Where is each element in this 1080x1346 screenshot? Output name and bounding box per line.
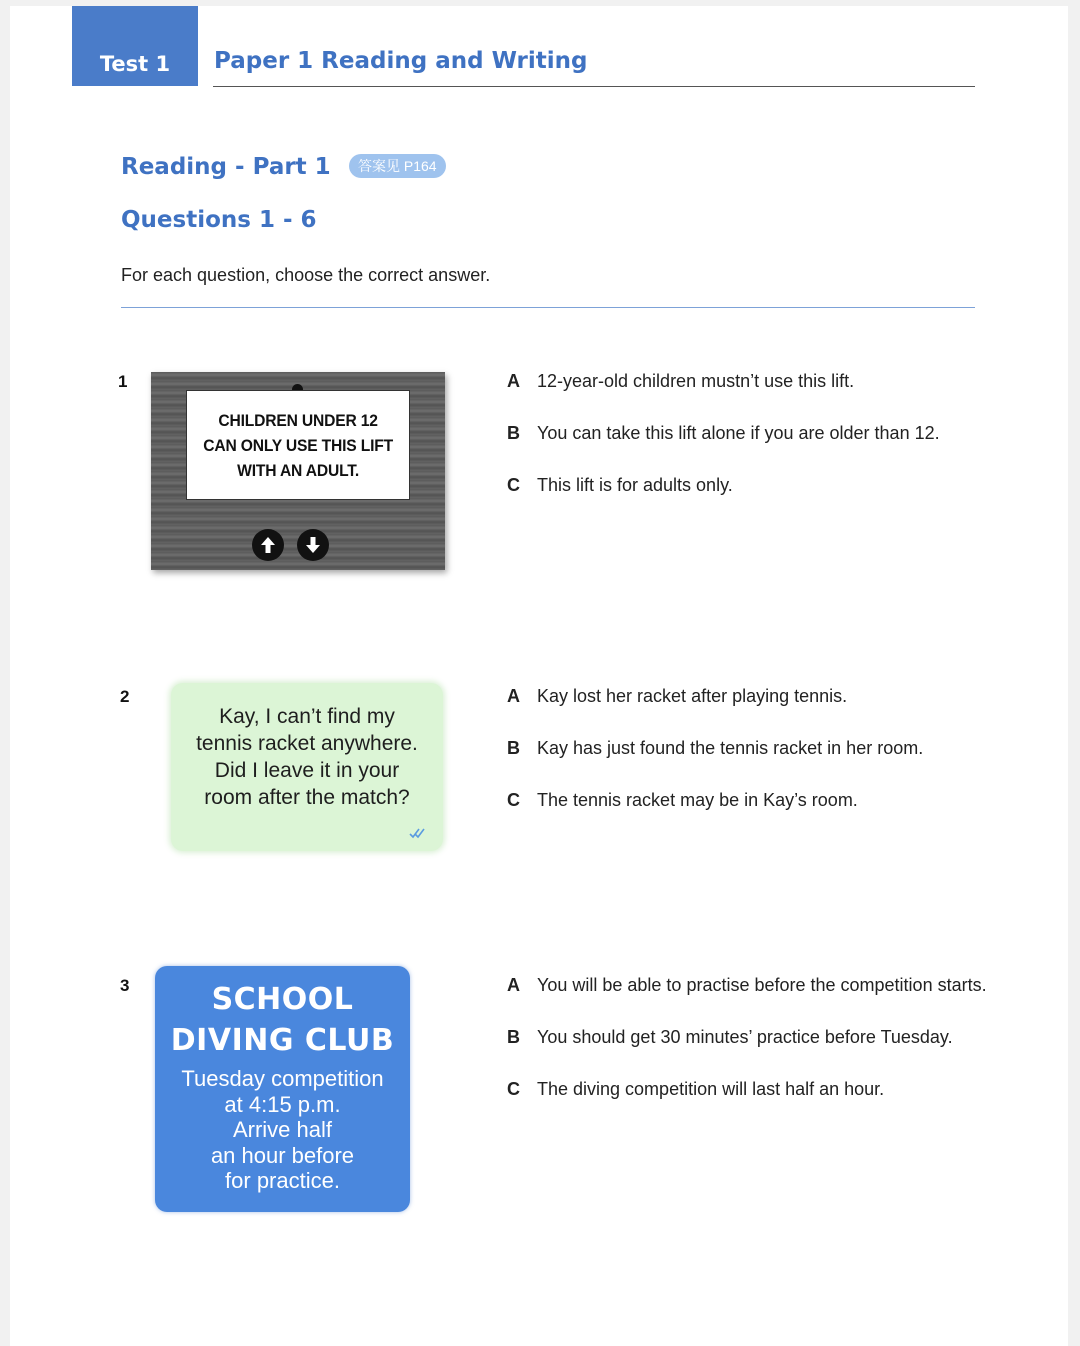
option-letter: A (507, 975, 520, 995)
option-letter: A (507, 371, 520, 391)
notice-title-line: DIVING CLUB (170, 1023, 395, 1058)
question-number: 1 (118, 372, 128, 391)
option-text: You should get 30 minutes’ practice before Tuesday. (537, 1027, 953, 1047)
answer-option (507, 472, 1007, 498)
option-text: Kay lost her racket after playing tennis. (537, 686, 848, 706)
answer-option (507, 735, 1007, 761)
exam-page (10, 6, 1068, 1346)
option-text: The diving competition will last half an hour. (537, 1079, 885, 1099)
option-text: You will be able to practise before the competition starts. (537, 975, 987, 995)
answer-option (507, 972, 1007, 998)
notice-line: for practice. (225, 1168, 340, 1193)
lift-notice-line: CHILDREN UNDER 12 (218, 410, 378, 430)
arrow-up-icon (252, 529, 284, 561)
diving-club-notice (155, 966, 410, 1212)
notice-title-line: SCHOOL (211, 982, 354, 1017)
test-label: Test 1 (99, 52, 171, 76)
arrow-down-icon (297, 529, 329, 561)
option-letter: B (507, 1027, 520, 1047)
question-1-options (507, 368, 1007, 524)
option-text: 12-year-old children mustn’t use this lift. (537, 371, 855, 391)
notice-line: Tuesday competition (181, 1066, 384, 1091)
answer-option (507, 1024, 1007, 1050)
notice-line: Arrive half (232, 1117, 333, 1142)
lift-sign-panel (151, 372, 445, 570)
question-3-options (507, 972, 1007, 1128)
option-text: This lift is for adults only. (537, 475, 733, 495)
text-message-bubble (171, 683, 443, 851)
lift-notice-text (203, 408, 393, 483)
answer-option (507, 1076, 1007, 1102)
message-line: Did I leave it in your (214, 759, 400, 782)
option-letter: B (507, 423, 520, 443)
notice-line: an hour before (210, 1142, 355, 1168)
header-divider (213, 86, 975, 87)
option-letter: B (507, 738, 520, 758)
test-tab (72, 6, 198, 86)
part-title: Reading - Part 1 (121, 154, 331, 180)
option-text: The tennis racket may be in Kay’s room. (537, 790, 858, 810)
question-number: 2 (120, 687, 130, 706)
option-letter: C (507, 1079, 520, 1099)
option-text: Kay has just found the tennis racket in her room. (537, 738, 924, 758)
option-letter: C (507, 475, 520, 495)
answer-option (507, 787, 1007, 813)
answer-option (507, 683, 1007, 709)
answer-option (507, 368, 1007, 394)
lift-notice-line: WITH AN ADULT. (237, 460, 359, 480)
questions-title: Questions 1 - 6 (121, 207, 317, 233)
notice-line: at 4:15 p.m. (224, 1091, 341, 1117)
option-text: You can take this lift alone if you are older than 12. (537, 423, 940, 443)
answer-option (507, 420, 1007, 446)
question-2-options (507, 683, 1007, 839)
option-letter: A (507, 686, 520, 706)
instruction-divider (121, 307, 975, 308)
message-text (171, 703, 443, 811)
question-number: 3 (120, 976, 130, 995)
message-line: Kay, I can’t find my (219, 705, 395, 728)
notice-body (155, 1066, 410, 1194)
paper-title: Paper 1 Reading and Writing (214, 48, 588, 74)
instruction-text: For each question, choose the correct answer. (121, 265, 491, 285)
lift-notice-line: CAN ONLY USE THIS LIFT (203, 435, 393, 455)
message-line: tennis racket anywhere. (196, 732, 418, 755)
double-check-icon (409, 828, 427, 839)
option-letter: C (507, 790, 520, 810)
answer-reference-badge: 答案见 P164 (349, 154, 446, 178)
message-line: room after the match? (204, 786, 410, 809)
lift-notice (186, 390, 410, 500)
